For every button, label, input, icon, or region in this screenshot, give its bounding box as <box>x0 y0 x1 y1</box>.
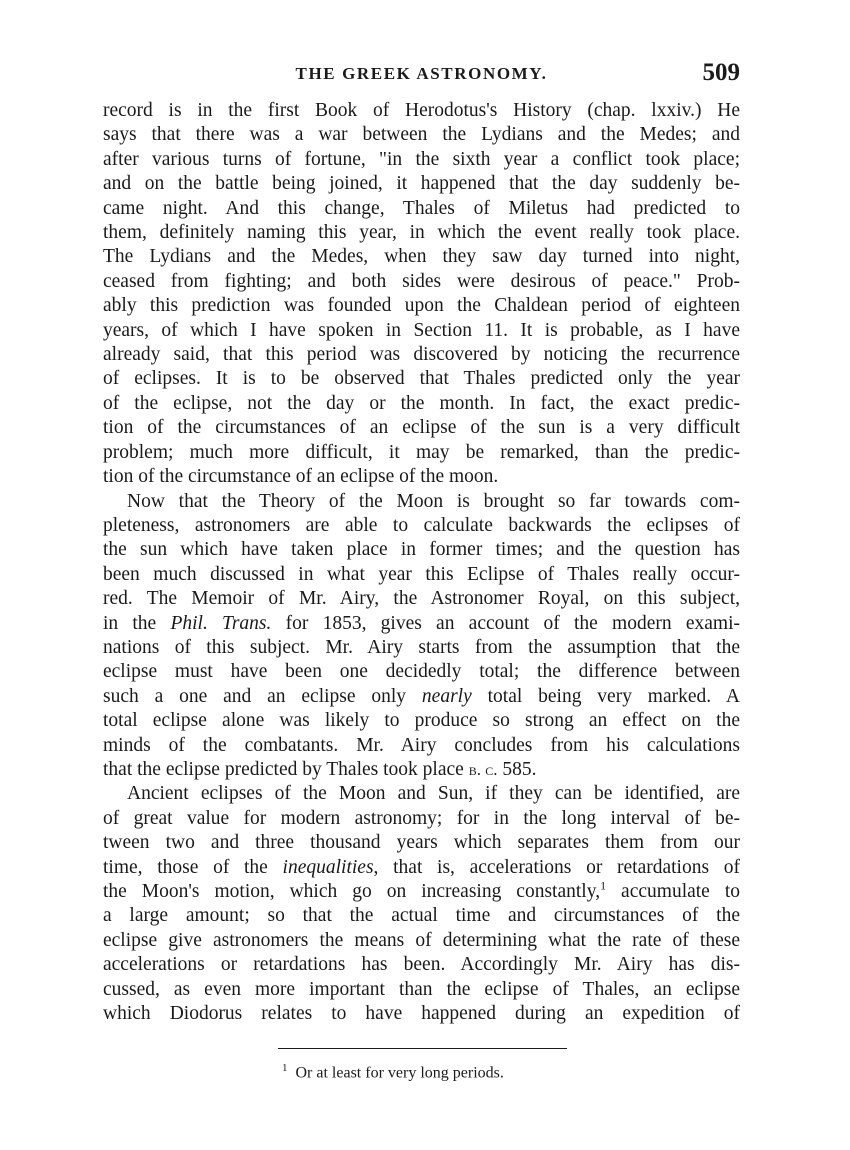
text-line: The Lydians and the Medes, when they saw day turned into night, <box>103 246 740 268</box>
text-segment: , that is, accelerations or retardations of <box>373 856 741 878</box>
body-text <box>103 99 740 1026</box>
text-segment: that the eclipse predicted by Thales took place <box>103 758 469 780</box>
text-line <box>103 685 740 709</box>
paragraph-1 <box>103 99 740 490</box>
footnote-divider <box>278 1048 567 1049</box>
footnote-reference[interactable]: 1 <box>600 878 607 893</box>
text-line: total eclipse alone was likely to produce so strong an effect on the <box>103 710 740 732</box>
text-line: of great value for modern astronomy; for in the long interval of be- <box>103 807 740 829</box>
text-line: minds of the combatants. Mr. Airy concludes from his calculations <box>103 734 740 756</box>
footnote-marker: 1 <box>282 1062 288 1074</box>
text-line: says that there was a war between the Lydians and the Medes; and <box>103 124 740 146</box>
paragraph-2 <box>103 490 740 783</box>
running-head: THE GREEK ASTRONOMY. <box>295 64 548 83</box>
text-line: red. The Memoir of Mr. Airy, the Astronomer Royal, on this subject, <box>103 588 740 610</box>
text-segment: accumulate to <box>606 881 740 902</box>
text-segment: the Moon's motion, which go on increasing constantly, <box>103 881 601 902</box>
footnote <box>282 1062 504 1082</box>
text-line: which Diodorus relates to have happened during an expedition of <box>103 1003 740 1025</box>
text-segment: in the <box>103 612 171 634</box>
text-line <box>103 758 740 782</box>
text-line: after various turns of fortune, "in the sixth year a conflict took place; <box>103 148 740 170</box>
text-segment: time, those of the <box>103 856 283 878</box>
text-line: of eclipses. It is to be observed that Thales predicted only the year <box>103 368 740 390</box>
text-line: tion of the circumstances of an eclipse of the sun is a very difficult <box>103 417 740 439</box>
text-line: ceased from fighting; and both sides were desirous of peace." Prob- <box>103 270 740 292</box>
text-line: tween two and three thousand years which separates them from our <box>103 832 740 854</box>
paragraph-3 <box>103 782 740 1026</box>
text-line: came night. And this change, Thales of Miletus had predicted to <box>103 197 740 219</box>
text-line: of the eclipse, not the day or the month. In fact, the exact predic- <box>103 392 740 414</box>
text-line: nations of this subject. Mr. Airy starts from the assumption that the <box>103 636 740 658</box>
text-line: accelerations or retardations has been. Accordingly Mr. Airy has dis- <box>103 954 740 976</box>
text-line: already said, that this period was discovered by noticing the recurrence <box>103 344 740 366</box>
text-line: years, of which I have spoken in Section 11. It is probable, as I have <box>103 319 740 341</box>
text-line: and on the battle being joined, it happened that the day suddenly be- <box>103 173 740 195</box>
text-segment: total being very marked. A <box>471 685 741 707</box>
text-line <box>103 612 740 636</box>
text-line <box>103 880 740 904</box>
emphasis: inequalities <box>282 856 374 878</box>
journal-title: Phil. Trans. <box>170 612 272 634</box>
text-line: them, definitely naming this year, in which the event really took place. <box>103 222 740 244</box>
text-line: cussed, as even more important than the eclipse of Thales, an eclipse <box>103 978 740 1000</box>
text-line: eclipse must have been one decidedly total; the difference between <box>103 661 740 683</box>
text-line: record is in the first Book of Herodotus's History (chap. lxxiv.) He <box>103 100 740 121</box>
text-line: eclipse give astronomers the means of determining what the rate of these <box>103 929 740 951</box>
page-header <box>103 59 740 92</box>
text-segment: such a one and an eclipse only <box>103 685 422 707</box>
era-abbreviation: b. c. <box>468 759 498 779</box>
text-segment: 585. <box>497 758 537 780</box>
text-line: Ancient eclipses of the Moon and Sun, if they can be identified, are <box>127 783 740 805</box>
text-segment: for 1853, gives an account of the modern exami- <box>271 612 740 634</box>
text-line: been much discussed in what year this Eclipse of Thales really occur- <box>103 563 740 585</box>
text-line: tion of the circumstance of an eclipse of the moon. <box>103 466 499 488</box>
text-line: the sun which have taken place in former times; and the question has <box>103 539 740 561</box>
text-line <box>103 856 740 880</box>
text-line: a large amount; so that the actual time and circumstances of the <box>103 905 740 927</box>
emphasis: nearly <box>421 685 472 707</box>
footnote-text: Or at least for very long periods. <box>295 1064 504 1082</box>
page-number: 509 <box>702 59 740 86</box>
text-line: Now that the Theory of the Moon is brought so far towards com- <box>127 490 740 512</box>
text-line: problem; much more difficult, it may be remarked, than the predic- <box>103 441 740 463</box>
text-line: pleteness, astronomers are able to calculate backwards the eclipses of <box>103 514 740 536</box>
text-line: ably this prediction was founded upon the Chaldean period of eighteen <box>103 295 740 317</box>
